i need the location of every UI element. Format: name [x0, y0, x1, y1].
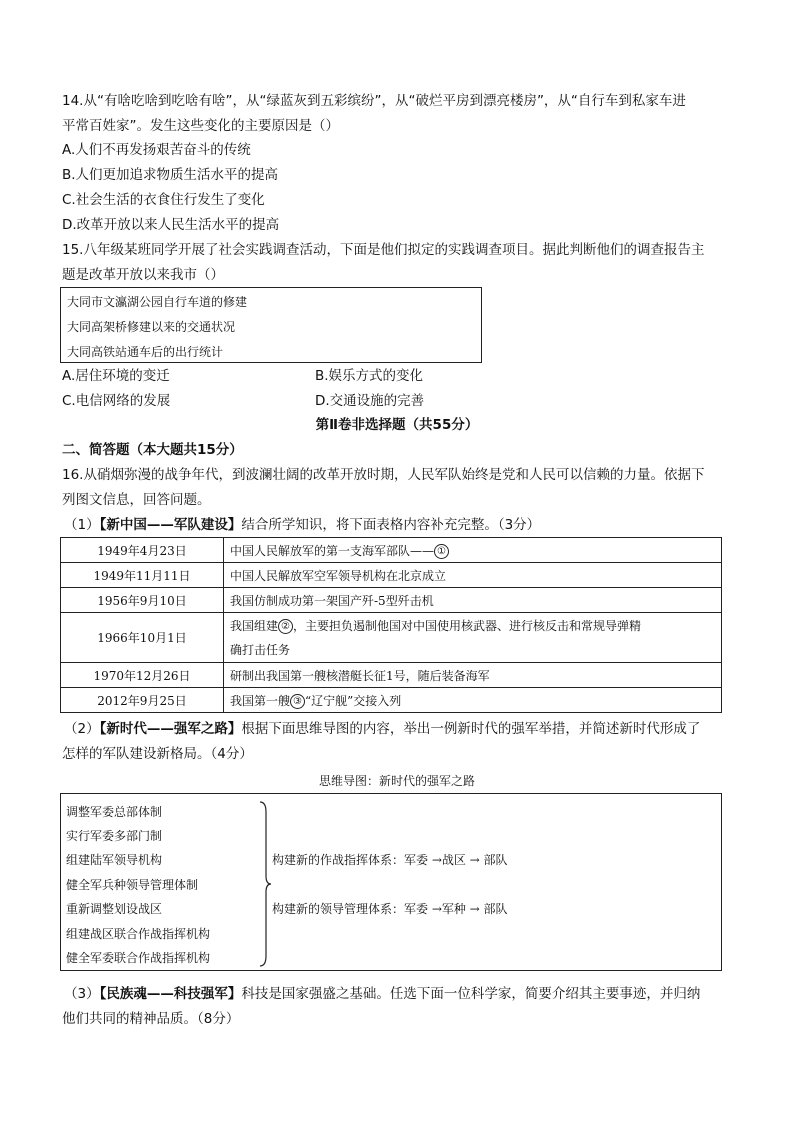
- mindmap-left-item: 实行军委多部门制: [66, 829, 163, 843]
- blank-marker: ③: [290, 694, 305, 709]
- mindmap-left-item: 调整军委总部体制: [66, 805, 163, 819]
- q14-option-b: B.人们更加追求物质生活水平的提高: [62, 167, 279, 183]
- mindmap-left-item: 组建战区联合作战指挥机构: [66, 927, 211, 941]
- q16-sub2-text: 根据下面思维导图的内容，举出一例新时代的强军举措，并简述新时代形成了: [241, 721, 701, 737]
- q14-option-a: A.人们不再发扬艰苦奋斗的传统: [62, 142, 251, 158]
- q16-sub2-line1: [64, 720, 700, 738]
- mindmap-left-item: 健全军委联合作战指挥机构: [66, 951, 211, 965]
- table-date: 1966年10月1日: [61, 613, 224, 663]
- table-event: 中国人民解放军的第一支海军部队—— ①: [224, 538, 722, 563]
- mindmap-right-item: 构建新的领导管理体系：军委 →军种 → 部队: [272, 902, 508, 916]
- q16-sub3-line2: 他们共同的精神品质。（8分）: [62, 1011, 240, 1027]
- q14-option-d: D.改革开放以来人民生活水平的提高: [62, 217, 280, 233]
- table-event: 研制出我国第一艘核潜艇长征1号，随后装备海军: [224, 663, 722, 688]
- part2-title: 二、简答题（本大题共15分）: [62, 442, 243, 458]
- table-row: [61, 563, 722, 588]
- q16-stem-line1: 16.从硝烟弥漫的战争年代，到波澜壮阔的改革开放时期，人民军队始终是党和人民可以信赖的力量。依据下: [62, 467, 705, 483]
- blank-marker: ①: [434, 544, 449, 559]
- section-title: 第Ⅱ卷非选择题（共55分）: [315, 417, 479, 433]
- mindmap-left-item: 组建陆军领导机构: [66, 853, 163, 867]
- table-row: [61, 663, 722, 688]
- table-date: 1949年4月23日: [61, 538, 224, 563]
- q16-sub3-prefix: （3）: [64, 986, 100, 1002]
- q15-box-item: 大同高铁站通车后的出行统计: [67, 345, 224, 359]
- q16-sub2-line2: 怎样的军队建设新格局。（4分）: [62, 746, 253, 762]
- q16-sub1-prefix: （1）: [64, 517, 100, 533]
- q16-sub2-prefix: （2）: [64, 721, 100, 737]
- q15-option-b: B.娱乐方式的变化: [315, 368, 424, 384]
- blank-marker: ②: [278, 619, 293, 634]
- q15-option-c: C.电信网络的发展: [62, 393, 171, 409]
- q15-box-item: 大同市文瀛湖公园自行车道的修建: [67, 295, 248, 309]
- table-date: 1956年9月10日: [61, 588, 224, 613]
- table-event: 我国第一艘 ③ “辽宁舰”交接入列: [224, 688, 722, 713]
- q15-stem-line1: 15.八年级某班同学开展了社会实践调查活动，下面是他们拟定的实践调查项目。据此判断他们的调查报告主: [62, 242, 705, 258]
- q16-sub3-text: 科技是国家强盛之基础。任选下面一位科学家，简要介绍其主要事迹，并归纳: [241, 986, 701, 1002]
- table-date: 1970年12月26日: [61, 663, 224, 688]
- q15-option-a: A.居住环境的变迁: [62, 368, 170, 384]
- table-event: 中国人民解放军空军领导机构在北京成立: [224, 563, 722, 588]
- q15-box-item: 大同高架桥修建以来的交通状况: [67, 320, 236, 334]
- q16-sub2-heading: 【新时代——强军之路】: [99, 721, 242, 737]
- table-event: 我国组建 ② ，主要担负遏制他国对中国使用核武器、进行核反击和常规导弹精 确打击任务: [224, 613, 722, 663]
- table-row: [61, 613, 722, 663]
- table-row: [61, 538, 722, 563]
- table-date: 1949年11月11日: [61, 563, 224, 588]
- mindmap-brace: [258, 800, 272, 968]
- table-date: 2012年9月25日: [61, 688, 224, 713]
- q16-sub1: [64, 516, 540, 534]
- q15-option-d: D.交通设施的完善: [315, 393, 425, 409]
- q15-stem-line2: 题是改革开放以来我市（）: [62, 267, 224, 283]
- q15-project-box: [60, 287, 482, 363]
- q16-stem-line2: 列图文信息，回答问题。: [62, 492, 211, 508]
- q14-stem-line2: 平常百姓家”。发生这些变化的主要原因是（）: [62, 118, 339, 134]
- q16-sub3-heading: 【民族魂——科技强军】: [99, 986, 242, 1002]
- table-row: [61, 588, 722, 613]
- q14-option-c: C.社会生活的衣食住行发生了变化: [62, 192, 265, 208]
- military-timeline-table: [60, 537, 722, 713]
- mindmap-left-item: 重新调整划设战区: [66, 902, 163, 916]
- mindmap-left-item: 健全军兵种领导管理体制: [66, 878, 199, 892]
- mindmap-title: 思维导图：新时代的强军之路: [318, 774, 475, 788]
- q16-sub1-text: 结合所学知识，将下面表格内容补充完整。（3分）: [241, 517, 541, 533]
- table-row: [61, 688, 722, 713]
- mindmap-right-item: 构建新的作战指挥体系：军委 →战区 → 部队: [272, 853, 508, 867]
- q16-sub3-line1: [64, 985, 700, 1003]
- q16-sub1-heading: 【新中国——军队建设】: [99, 517, 242, 533]
- table-event: 我国仿制成功第一架国产歼-5型歼击机: [224, 588, 722, 613]
- q14-stem-line1: 14.从“有啥吃啥到吃啥有啥”，从“绿蓝灰到五彩缤纷”，从“破烂平房到漂亮楼房”，从“自行车到私家车进: [62, 93, 686, 109]
